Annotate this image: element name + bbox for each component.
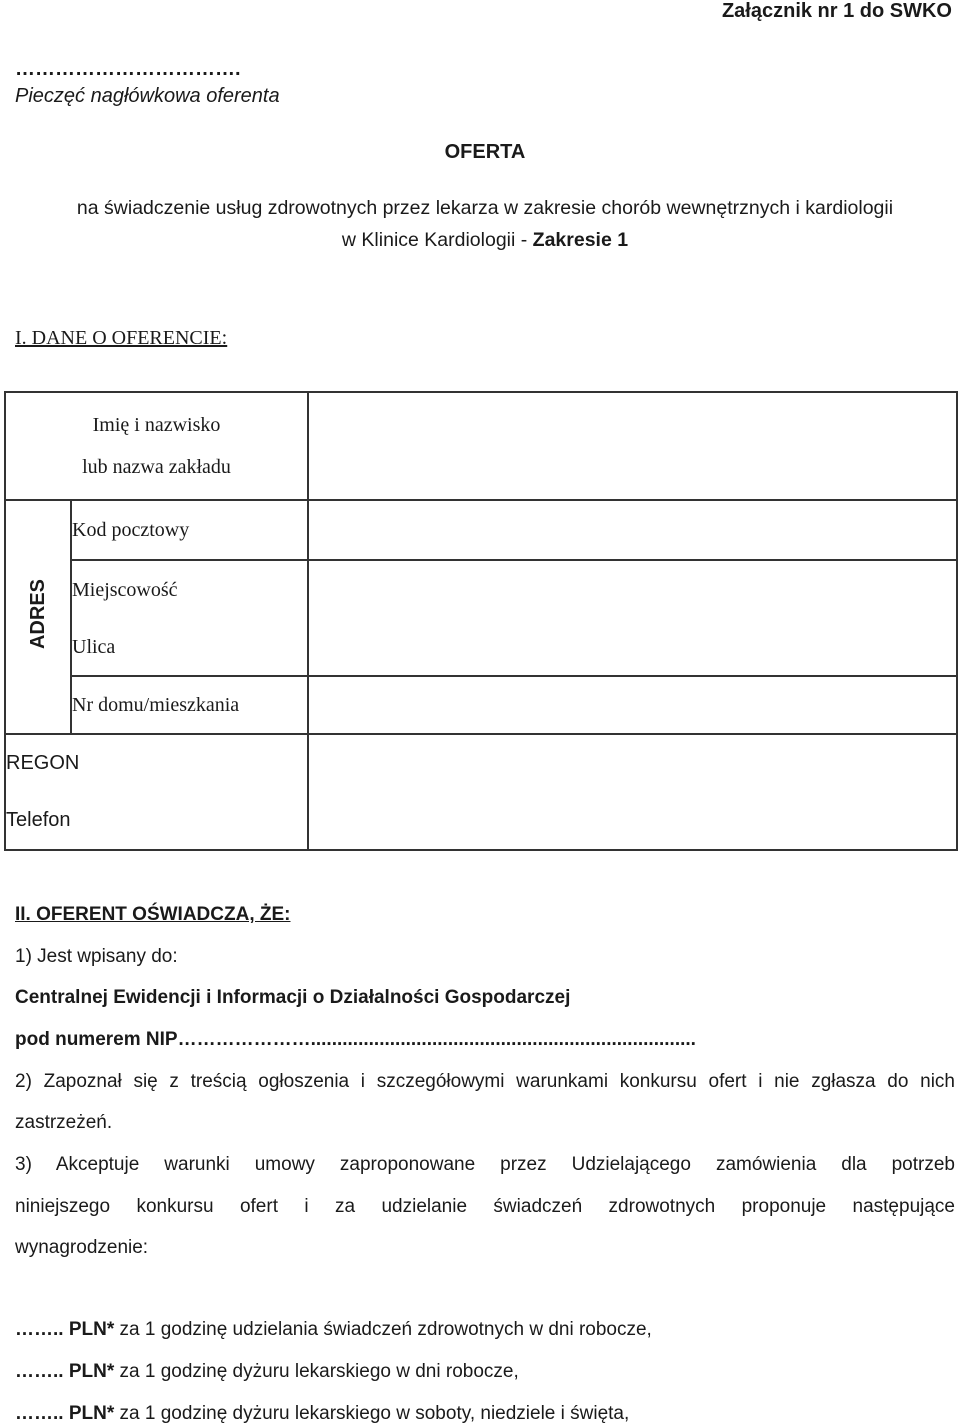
address-vertical-label: ADRES [26, 578, 49, 649]
rate-line-weekend-duty [15, 1403, 629, 1425]
address-label-cell [5, 500, 71, 734]
postal-code-label: Kod pocztowy [71, 500, 308, 560]
street-label: Ulica [71, 620, 308, 676]
house-number-label: Nr domu/mieszkania [71, 676, 308, 734]
statement-2-line-2: zastrzeżeń. [15, 1112, 113, 1133]
rate-currency: PLN* [63, 1319, 115, 1340]
document-title: OFERTA [444, 141, 526, 163]
name-label-cell [5, 392, 308, 500]
title-line-2 [0, 229, 960, 252]
phone-label: Telefon [5, 792, 308, 850]
rate-currency: PLN* [63, 1403, 115, 1424]
statement-3-line-3: wynagrodzenie: [15, 1237, 149, 1258]
rate-dots: …….. [15, 1403, 64, 1424]
statement-3-line-1: 3) Akceptuje warunki umowy zaproponowane przez Udzielającego zamówienia dla potrzeb [15, 1154, 955, 1175]
section-2-heading: II. OFERENT OŚWIADCZA, ŻE: [15, 904, 291, 925]
stamp-dots: ……………………………. [15, 58, 241, 80]
name-label-2: lub nazwa zakładu [82, 456, 231, 478]
title-line-1: na świadczenie usług zdrowotnych przez lekarza w zakresie chorób wewnętrznych i kardiologii [76, 197, 894, 219]
rate-description: za 1 godzinę udzielania świadczeń zdrowotnych w dni robocze, [114, 1319, 652, 1340]
stamp-caption: Pieczęć nagłówkowa oferenta [15, 85, 280, 107]
register-name: Centralnej Ewidencji i Informacji o Działalności Gospodarczej [15, 987, 571, 1008]
regon-phone-field[interactable] [308, 734, 957, 850]
attachment-label: Załącznik nr 1 do SWKO [721, 0, 952, 22]
rate-line-weekday-service [15, 1319, 652, 1341]
statement-1: 1) Jest wpisany do: [15, 946, 178, 967]
city-label: Miejscowość [71, 560, 308, 620]
name-value-field[interactable] [308, 392, 957, 500]
statement-2-line-1: 2) Zapoznał się z treścią ogłoszenia i szczegółowymi warunkami konkursu ofert i nie zgłasza do nich [15, 1071, 955, 1092]
city-street-field[interactable] [308, 560, 957, 676]
title-line-2-scope: Zakresie 1 [532, 229, 629, 251]
rate-dots: …….. [15, 1319, 64, 1340]
rate-currency: PLN* [63, 1361, 115, 1382]
nip-line: pod numerem NIP…………………......................................................................... [15, 1029, 696, 1050]
postal-code-field[interactable] [308, 500, 957, 560]
regon-label: REGON [5, 734, 308, 792]
title-line-2-prefix: w Klinice Kardiologii - [341, 229, 533, 251]
rate-line-weekday-duty [15, 1361, 519, 1383]
rate-description: za 1 godzinę dyżuru lekarskiego w soboty, niedziele i święta, [114, 1403, 630, 1424]
offerer-data-table [4, 391, 958, 851]
section-1-heading: I. DANE O OFERENCIE: [15, 327, 228, 349]
rate-description: za 1 godzinę dyżuru lekarskiego w dni robocze, [114, 1361, 519, 1382]
statement-3-line-2: niniejszego konkursu ofert i za udzielanie świadczeń zdrowotnych proponuje następujące [15, 1196, 955, 1217]
rate-dots: …….. [15, 1361, 64, 1382]
name-label-1: Imię i nazwisko [92, 414, 221, 436]
house-number-field[interactable] [308, 676, 957, 734]
